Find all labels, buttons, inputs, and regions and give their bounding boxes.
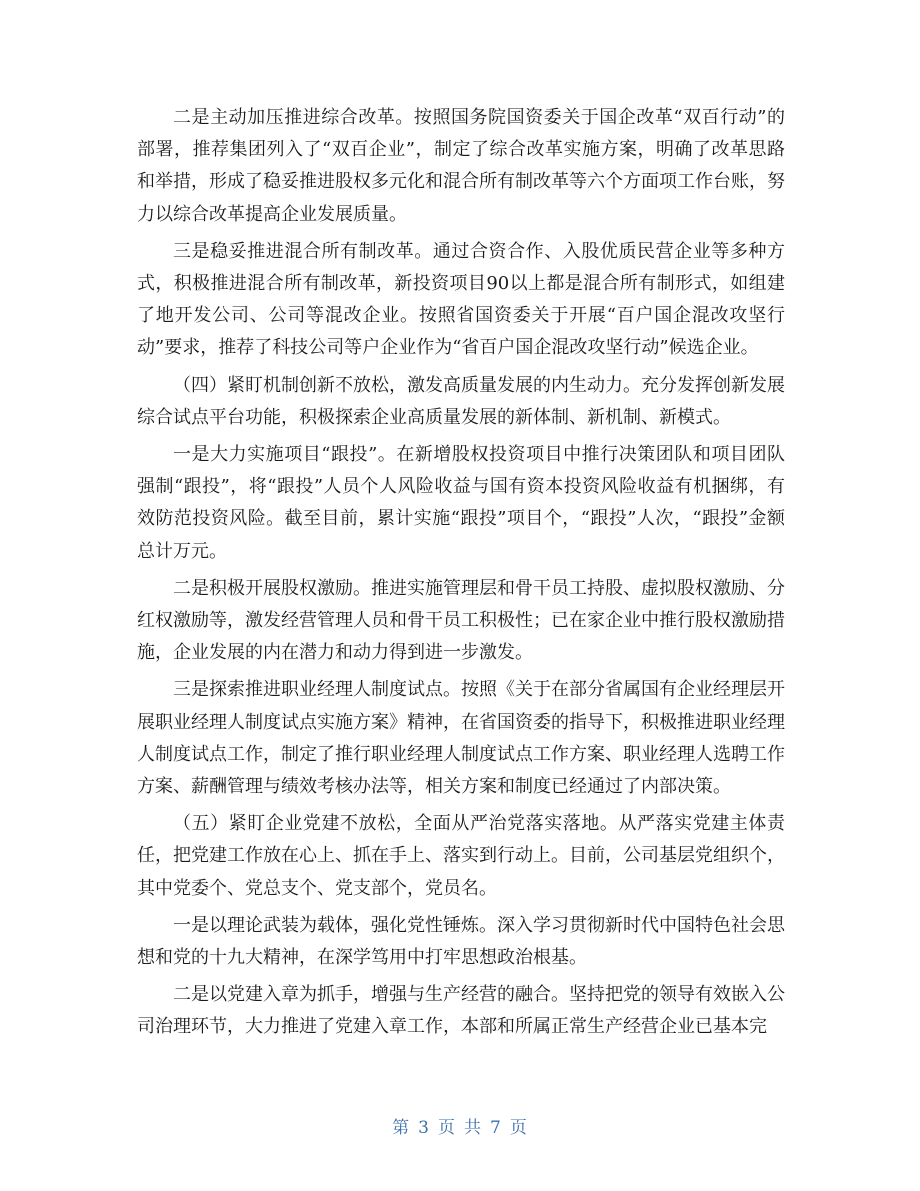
- footer-label-total: 共: [464, 1118, 482, 1138]
- paragraph-1: 二是主动加压推进综合改革。按照国务院国资委关于国企改革“双百行动”的部署，推荐集团列入了“双百企业”，制定了综合改革实施方案，明确了改革思路和举措，形成了稳妥推进股权多元化和混合所有制改革等六个方面项工作台账，努力以综合改革提高企业发展质量。: [137, 107, 785, 225]
- footer-label-unit-end: 页: [509, 1118, 528, 1138]
- paragraph-8: 一是以理论武装为载体，强化党性锤炼。深入学习贯彻新时代中国特色社会思想和党的十九大精神，在深学笃用中打牢思想政治根基。: [137, 914, 785, 969]
- footer-label-unit: 页: [438, 1118, 456, 1138]
- paragraph-9: 二是以党建入章为抓手，增强与生产经营的融合。坚持把党的领导有效嵌入公司治理环节，大力推进了党建入章工作，本部和所属正常生产经营企业已基本完: [137, 984, 785, 1038]
- paragraph-4: 一是大力实施项目“跟投”。在新增股权投资项目中推行决策团队和项目团队强制“跟投”，将“跟投”人员个人风险收益与国有资本投资风险收益有机捆绑，有效防范投资风险。截至目前，累计实施“跟投”项目个，“跟投”人次，“跟投”金额总计万元。: [137, 444, 785, 562]
- footer-current-page: 3: [418, 1118, 430, 1138]
- paragraph-5: 二是积极开展股权激励。推进实施管理层和骨干员工持股、虚拟股权激励、分红权激励等，激发经营管理人员和骨干员工积极性；已在家企业中推行股权激励措施，企业发展的内在潜力和动力得到进一步激发。: [137, 577, 785, 664]
- paragraph-3: （四）紧盯机制创新不放松，激发高质量发展的内生动力。充分发挥创新发展综合试点平台功能，积极探索企业高质量发展的新体制、新机制、新模式。: [137, 374, 785, 428]
- document-body: [137, 102, 785, 1049]
- paragraph-6: 三是探索推进职业经理人制度试点。按照《关于在部分省属国有企业经理层开展职业经理人制度试点实施方案》精神，在省国资委的指导下，积极推进职业经理人制度试点工作，制定了推行职业经理人制度试点工作方案、职业经理人选聘工作方案、薪酬管理与绩效考核办法等，相关方案和制度已经通过了内部决策。: [137, 679, 785, 798]
- footer-total-pages: 7: [490, 1118, 502, 1138]
- paragraph-7: （五）紧盯企业党建不放松，全面从严治党落实落地。从严落实党建主体责任，把党建工作放在心上、抓在手上、落实到行动上。目前，公司基层党组织个，其中党委个、党总支个、党支部个，党员名。: [137, 813, 785, 899]
- page-footer: [0, 1113, 920, 1138]
- footer-label-page: 第: [392, 1118, 411, 1138]
- paragraph-2: 三是稳妥推进混合所有制改革。通过合资合作、入股优质民营企业等多种方式，积极推进混合所有制改革，新投资项目90以上都是混合所有制形式，如组建了地开发公司、公司等混改企业。按照省国资委关于开展“百户国企混改攻坚行动”要求，推荐了科技公司等户企业作为“省百户国企混改攻坚行动”候选企业。: [137, 240, 785, 359]
